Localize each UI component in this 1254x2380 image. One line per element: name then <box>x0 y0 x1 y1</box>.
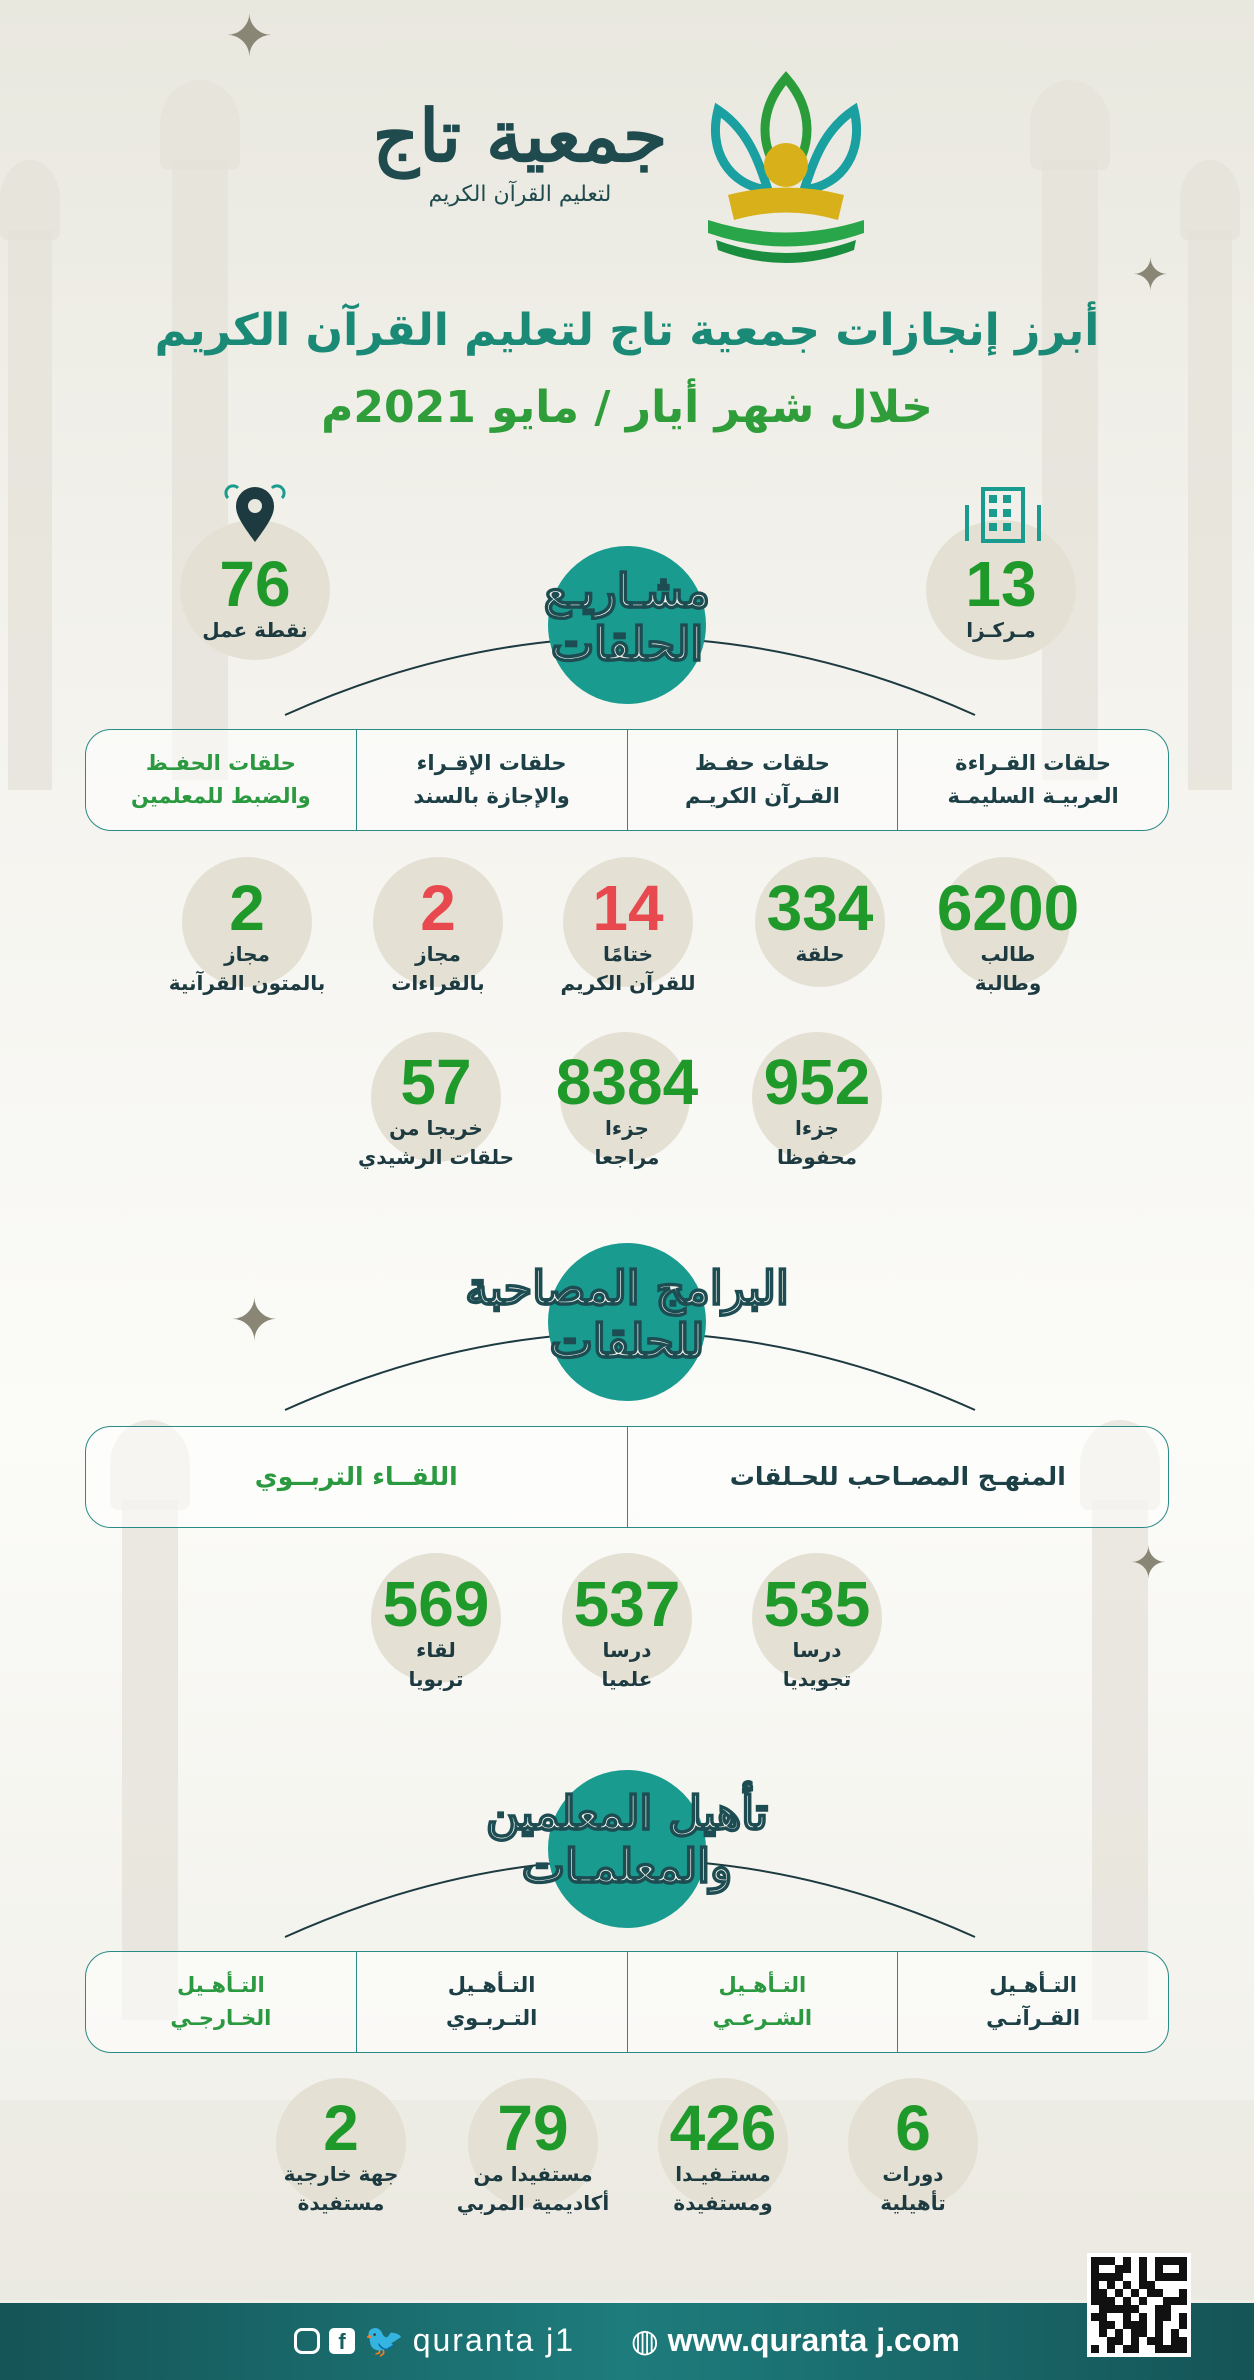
stat-value: 57 <box>400 1046 472 1118</box>
instagram-icon[interactable] <box>294 2328 320 2354</box>
stat-label: دورات <box>882 2162 944 2186</box>
qualification-cell <box>86 1952 357 2052</box>
stat-label: ختامًا <box>603 942 653 966</box>
stat-label: أكاديمية المربي <box>456 2191 610 2215</box>
stat-value: 952 <box>763 1046 871 1118</box>
social-handle[interactable]: quranta j1 <box>412 2322 576 2359</box>
stat-label: وطالبة <box>974 971 1042 995</box>
section-title-qualification <box>427 1787 827 1893</box>
stat-value: 426 <box>669 2092 777 2164</box>
projects-box <box>85 729 1169 831</box>
stat-label: مستـفيـدا <box>675 2162 771 2186</box>
stat-label: حلقات الرشيدي <box>357 1145 515 1169</box>
stat-label: خريجا من <box>389 1116 483 1140</box>
stat-label: تربويا <box>408 1667 464 1691</box>
section-title-line: مشـاريـع <box>543 564 711 618</box>
stat-value: 6200 <box>936 872 1080 944</box>
stat-label: درسا <box>602 1638 652 1662</box>
website-link[interactable]: www.quranta j.com <box>667 2322 960 2359</box>
cell-line: والضبط للمعلمين <box>131 784 311 808</box>
section-title-programs <box>402 1262 852 1368</box>
logo-subtitle: لتعليم القرآن الكريم <box>428 182 612 207</box>
project-cell <box>628 730 899 830</box>
stat-label: تأهيلية <box>880 2191 946 2215</box>
stat-label: حلقة <box>795 942 845 966</box>
qualification-cell <box>357 1952 628 2052</box>
stat-label: مستفيدة <box>297 2191 385 2215</box>
stat-value: 76 <box>219 548 291 620</box>
cell-line: القـرآن الكريـم <box>685 784 840 808</box>
stat-value: 6 <box>895 2092 931 2164</box>
cell-line: حلقات الإقـراء <box>416 751 567 776</box>
facebook-icon[interactable]: f <box>329 2328 355 2354</box>
cell-line: الشـرعـي <box>712 2006 813 2030</box>
qualification-cell <box>628 1952 899 2052</box>
stat-label: بالمتون القرآنية <box>168 971 326 995</box>
section-title-line: والمعلمـات <box>521 1838 733 1893</box>
section-title-line: الحلقات <box>550 616 704 671</box>
program-cell <box>628 1427 1169 1527</box>
cell-line: القـرآنـي <box>986 2006 1081 2030</box>
stat-value: 13 <box>965 548 1037 620</box>
stat-meetings <box>321 1568 551 1694</box>
footer-contacts <box>0 2320 1254 2360</box>
cell-line: والإجازة بالسند <box>413 784 570 808</box>
project-cell <box>898 730 1168 830</box>
page-subtitle: خلال شهر أيار / مايو 2021م <box>321 382 933 433</box>
programs-box <box>85 1426 1169 1528</box>
logo-text <box>360 93 680 207</box>
stat-label: مجاز <box>224 942 270 966</box>
stat-value: 2 <box>323 2092 359 2164</box>
cell-line: الخـارجـي <box>170 2006 272 2030</box>
stat-label: جهة خارجية <box>283 2162 399 2186</box>
stat-label: مـركـزا <box>966 618 1036 642</box>
section-title-line: للحلقات <box>549 1313 705 1368</box>
stat-label: محفوظا <box>776 1145 858 1169</box>
leaf-icon: ✦ <box>225 2 274 70</box>
section-title-line: تأهيل المعلمين <box>485 1786 769 1840</box>
program-cell <box>86 1427 628 1527</box>
stat-label: لقاء <box>416 1638 456 1662</box>
leaf-icon: ✦ <box>1132 250 1169 301</box>
stat-texts-certified <box>132 872 362 998</box>
leaf-icon: ✦ <box>1130 1538 1167 1589</box>
cell-line: اللقــاء التربــوي <box>254 1461 458 1491</box>
cell-line: التـربـوي <box>445 2006 538 2030</box>
project-cell <box>86 730 357 830</box>
stat-label: ومستفيدة <box>673 2191 773 2215</box>
cell-line: التـأهـيل <box>176 1973 265 1998</box>
qr-code[interactable] <box>1087 2253 1191 2357</box>
stat-label: نقطة عمل <box>202 618 308 642</box>
stat-value: 569 <box>382 1568 490 1640</box>
stat-value: 535 <box>763 1568 871 1640</box>
stat-label: طالب <box>980 942 1036 966</box>
stat-label: جزءا <box>605 1116 649 1140</box>
cell-line: حلقات حفـظ <box>694 751 830 776</box>
stat-value: 79 <box>497 2092 569 2164</box>
cell-line: حلقات القـراءة <box>955 751 1112 776</box>
section-title-line: البرامج المصاحبة <box>465 1261 789 1315</box>
stat-value: 2 <box>420 872 456 944</box>
twitter-icon[interactable]: 🐦 <box>363 2322 404 2359</box>
stat-label: مجاز <box>415 942 461 966</box>
stat-label: مستفيدا من <box>473 2162 593 2186</box>
section-title-projects <box>452 565 802 671</box>
qualification-box <box>85 1951 1169 2053</box>
globe-icon: ◍ <box>630 2322 659 2359</box>
stat-graduates <box>321 1046 551 1172</box>
cell-line: التـأهـيل <box>989 1973 1078 1998</box>
stat-label: تجويديا <box>782 1667 852 1691</box>
cell-line: العربيـة السليمـة <box>947 784 1119 808</box>
stat-label: للقرآن الكريم <box>560 971 696 995</box>
cell-line: المنهـج المصـاحب للحـلقات <box>729 1461 1066 1491</box>
stat-external-entities <box>226 2092 456 2218</box>
stat-value: 8384 <box>555 1046 699 1118</box>
page-title: أبرز إنجازات جمعية تاج لتعليم القرآن الكريم <box>154 305 1100 356</box>
stat-label: بالقراءات <box>391 971 485 995</box>
stat-label: درسا <box>792 1638 842 1662</box>
stat-label: مراجعا <box>594 1145 660 1169</box>
stat-value: 2 <box>229 872 265 944</box>
logo-emblem <box>688 70 884 270</box>
cell-line: حلقات الحفـظ <box>145 751 296 776</box>
cell-line: التـأهـيل <box>718 1973 807 1998</box>
building-icon <box>957 485 1049 547</box>
stat-value: 537 <box>573 1568 681 1640</box>
stat-value: 14 <box>592 872 664 944</box>
location-pin-icon <box>218 482 292 548</box>
stat-value: 334 <box>766 872 874 944</box>
stat-label: جزءا <box>795 1116 839 1140</box>
qualification-cell <box>898 1952 1168 2052</box>
logo-name: جمعية تاج <box>372 93 668 178</box>
stat-label: علميا <box>601 1667 653 1691</box>
cell-line: التـأهـيل <box>447 1973 536 1998</box>
leaf-icon: ✦ <box>230 1286 279 1354</box>
project-cell <box>357 730 628 830</box>
